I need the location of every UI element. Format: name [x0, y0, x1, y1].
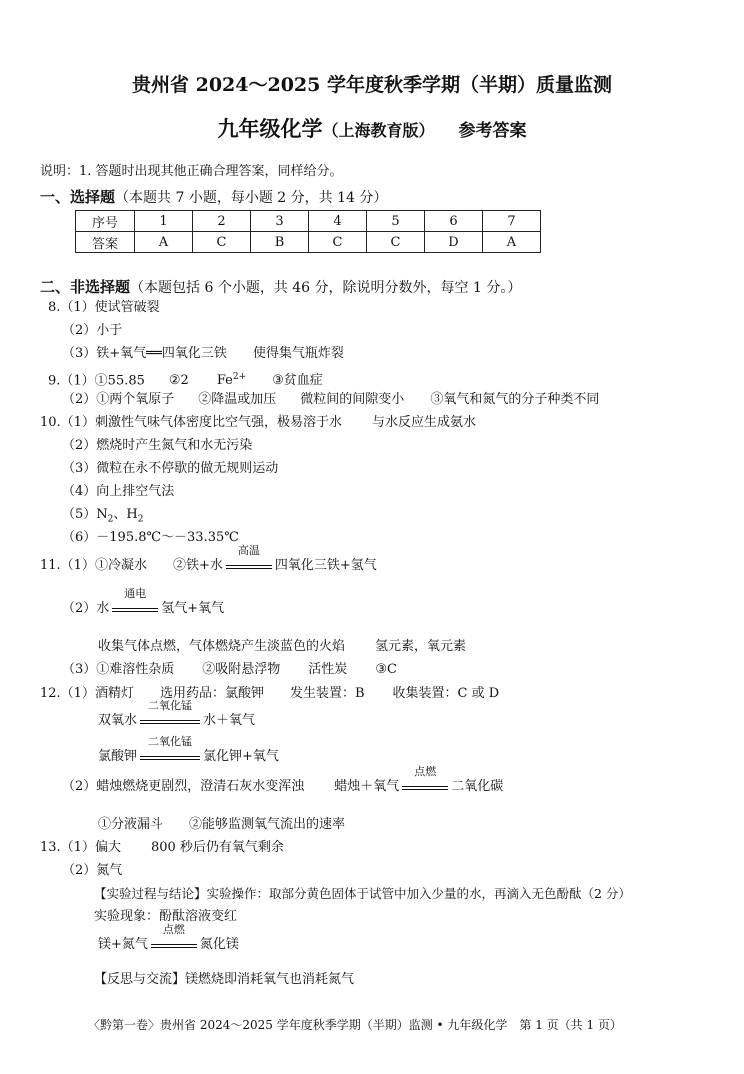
q11-line1	[40, 544, 377, 574]
section1-title: 一、选择题	[40, 188, 116, 206]
q11-line4	[62, 662, 397, 678]
title-line1: 贵州省 2024～2025 学年度秋季学期（半期）质量监测	[132, 74, 612, 96]
q13-a2: 800 秒后仍有氧气剩余	[150, 840, 284, 855]
note: 说明：1. 答题时出现其他正确合理答案，同样给分。	[40, 164, 343, 179]
q12-a3: 发生装置：B	[289, 686, 365, 701]
q12-line1	[40, 686, 499, 702]
q9-a3-charge: 2+	[232, 372, 247, 382]
q12-a4: 收集装置：C 或 D	[392, 686, 500, 701]
page-footer: 〈黔第一卷〉贵州省 2024～2025 学年度秋季学期（半期）监测 • 九年级化学 第 1 页（共 1 页）	[88, 1018, 622, 1032]
reaction-condition	[402, 765, 448, 790]
q12-d2: 蜡烛＋氧气	[334, 779, 400, 794]
q8-line2: （2）小于	[62, 323, 123, 338]
q10-line1	[40, 415, 476, 431]
table-cell: 6	[425, 211, 483, 232]
q10-line5	[62, 507, 143, 528]
section2-desc: （本题包括 6 个小题，共 46 分，除说明分数外，每空 1 分。）	[130, 280, 522, 296]
condition-label: 二氧化锰	[148, 699, 193, 712]
q12-a2: 选用药品：氯酸钾	[159, 686, 264, 701]
q12-e1: ①分液漏斗	[98, 817, 164, 832]
q8-line1: 8.（1）使试管破裂	[48, 300, 160, 315]
q10-line3: （3）微粒在永不停歇的做无规则运动	[62, 461, 279, 476]
reaction-condition	[140, 735, 200, 760]
equal-sign	[402, 786, 448, 790]
q9-b3: 微粒间的间隙变小	[300, 392, 405, 407]
table-row	[76, 211, 541, 232]
q11-d1: （3）①难溶性杂质	[62, 662, 175, 677]
section1-heading	[40, 186, 387, 207]
q9-b1: （2）①两个氧原子	[62, 392, 175, 407]
q12-c1: 氯酸钾	[98, 749, 138, 764]
q10-sub2: 2	[137, 514, 144, 525]
table-cell: 2	[193, 211, 251, 232]
q10-line2: （2）燃烧时产生氮气和水无污染	[62, 438, 253, 453]
table-cell: 4	[309, 211, 367, 232]
condition-label: 二氧化锰	[148, 735, 193, 748]
q11-d2: ②吸附悬浮物	[202, 662, 281, 677]
table-cell: 1	[135, 211, 193, 232]
q10-n: （5）N	[62, 507, 108, 522]
q10-a1: 10.（1）刺激性气味气体密度比空气强，极易溶于水	[40, 415, 342, 430]
section2-title: 二、非选择题	[40, 278, 131, 296]
table-cell: C	[309, 232, 367, 253]
q12-b2: 水＋氧气	[203, 713, 256, 728]
q9-a4: ③贫血症	[272, 373, 323, 389]
q12-line2	[98, 699, 256, 729]
table-cell: 5	[367, 211, 425, 232]
condition-label: 通电	[124, 587, 147, 600]
table-row	[76, 232, 541, 253]
title-line2	[0, 113, 744, 143]
table-cell: A	[483, 232, 541, 253]
answer-table	[75, 210, 541, 253]
q8-explain: 使得集气瓶炸裂	[252, 346, 344, 361]
q11-line3	[98, 639, 466, 655]
q12-a1: 12.（1）酒精灯	[40, 686, 134, 701]
table-header: 序号	[76, 211, 135, 232]
table-cell: B	[251, 232, 309, 253]
q13-line1	[40, 840, 284, 856]
q10-line6: （6）－195.8℃～－33.35℃	[62, 530, 239, 545]
section2-heading	[40, 276, 521, 297]
q13-e2: 氮化镁	[199, 937, 239, 952]
q11-b1: （2）水	[62, 601, 110, 616]
title-answer: 参考答案	[458, 121, 527, 141]
q10-line4: （4）向上排空气法	[62, 484, 175, 499]
title-edition: （上海教育版）	[322, 121, 435, 140]
q11-c1: 收集气体点燃，气体燃烧产生淡蓝色的火焰	[98, 639, 346, 654]
q13-line2: （2）氮气	[62, 863, 123, 878]
q8-equation: （3）铁+氧气══四氧化三铁	[62, 346, 227, 361]
q10-sub1: 2	[107, 514, 114, 525]
equal-sign	[140, 756, 200, 760]
q13-line4: 实验现象：酚酞溶液变红	[94, 909, 238, 924]
q8-line3	[62, 346, 344, 362]
q13-line5	[98, 923, 239, 953]
q12-d1: （2）蜡烛燃烧更剧烈，澄清石灰水变浑浊	[62, 779, 305, 794]
q9-line2	[62, 392, 599, 408]
condition-label: 点燃	[162, 923, 185, 936]
q12-line4	[62, 765, 504, 795]
q11-line2	[62, 587, 225, 617]
q10-a2: 与水反应生成氨水	[371, 415, 476, 430]
q12-b1: 双氧水	[98, 713, 138, 728]
reaction-condition	[140, 699, 200, 724]
table-cell: 7	[483, 211, 541, 232]
q9-a1: 9.（1）①55.85	[48, 373, 145, 389]
q9-b2: ②降温或加压	[198, 392, 277, 407]
equal-sign	[151, 944, 197, 948]
title-main: 九年级化学	[217, 116, 323, 141]
equal-sign	[140, 720, 200, 724]
reaction-condition	[151, 923, 197, 948]
equal-sign	[226, 565, 272, 569]
q9-b4: ③氧气和氮气的分子种类不同	[430, 392, 600, 407]
reaction-condition	[112, 587, 158, 612]
q13-e1: 镁+氮气	[98, 937, 148, 952]
q9-a3: Fe	[216, 373, 233, 389]
table-cell: C	[193, 232, 251, 253]
q13-line3: 【实验过程与结论】实验操作：取部分黄色固体于试管中加入少量的水，再滴入无色酚酞（2 分）	[94, 886, 631, 901]
q9-a2: ②2	[168, 373, 189, 389]
equal-sign	[112, 608, 158, 612]
section1-desc: （本题共 7 小题，每小题 2 分，共 14 分）	[115, 190, 388, 206]
table-cell: A	[135, 232, 193, 253]
q12-line5	[98, 817, 345, 833]
table-cell: C	[367, 232, 425, 253]
q13-a1: 13.（1）偏大	[40, 840, 121, 855]
reaction-condition	[226, 544, 272, 569]
q11-a2: ②铁+水	[172, 558, 223, 573]
table-header: 答案	[76, 232, 135, 253]
q12-line3	[98, 735, 279, 765]
q9-line1	[48, 369, 323, 389]
q10-h: 、H	[113, 507, 138, 522]
condition-label: 点燃	[414, 765, 437, 778]
condition-label: 高温	[237, 544, 260, 557]
q11-d3: 活性炭	[308, 662, 348, 677]
q12-c2: 氯化钾+氧气	[203, 749, 279, 764]
q13-line6: 【反思与交流】镁燃烧即消耗氧气也消耗氮气	[94, 972, 355, 987]
table-cell: 3	[251, 211, 309, 232]
q11-d4: ③C	[375, 662, 397, 677]
q11-a3: 四氧化三铁+氢气	[274, 558, 377, 573]
q12-e2: ②能够监测氧气流出的速率	[189, 817, 346, 832]
q11-a1: 11.（1）①冷凝水	[40, 558, 147, 573]
table-cell: D	[425, 232, 483, 253]
q11-c2: 氢元素，氧元素	[375, 639, 467, 654]
q11-b2: 氢气+氧气	[161, 601, 225, 616]
q12-d3: 二氧化碳	[451, 779, 504, 794]
